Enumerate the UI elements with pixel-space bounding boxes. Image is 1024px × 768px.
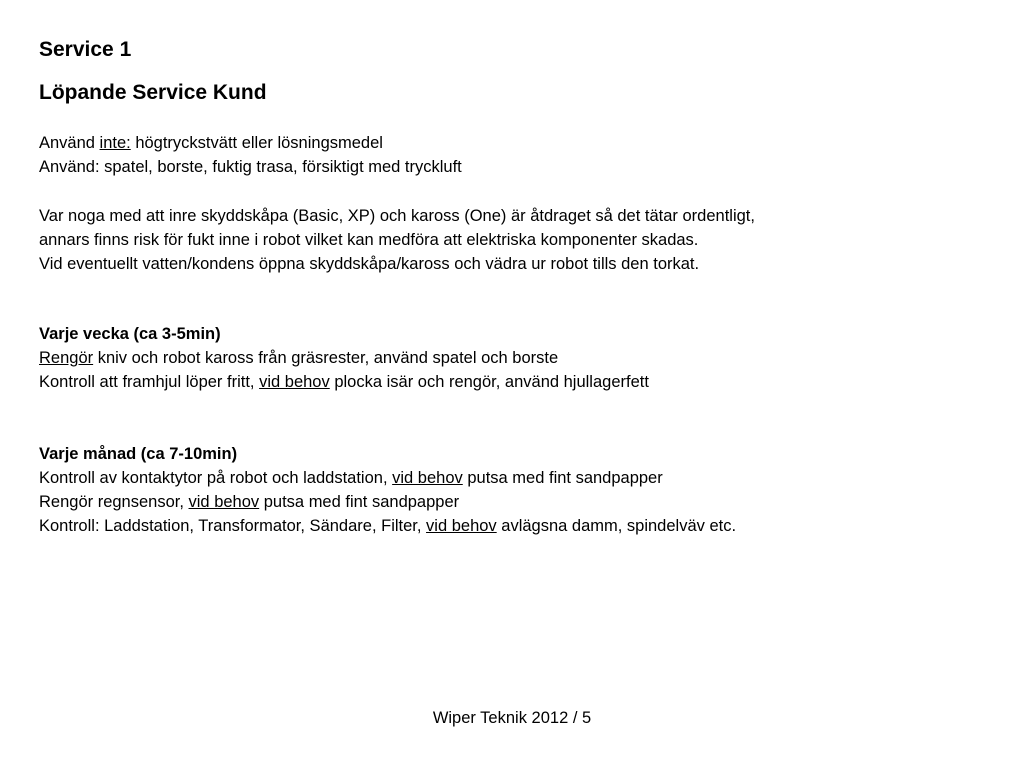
monthly-line-3 bbox=[39, 514, 736, 538]
monthly-heading: Varje månad (ca 7-10min) bbox=[39, 445, 238, 463]
warning-line-3: Vid eventuellt vatten/kondens öppna skyddskåpa/kaross och vädra ur robot tills den torkat. bbox=[39, 255, 700, 273]
monthly-section bbox=[39, 442, 736, 538]
weekly-line-1-emphasis: Rengör bbox=[39, 349, 94, 367]
weekly-line-2-suffix: plocka isär och rengör, använd hjullagerfett bbox=[329, 373, 649, 391]
weekly-line-2 bbox=[39, 370, 649, 394]
usage-line-1 bbox=[39, 131, 462, 155]
usage-line-2: Använd: spatel, borste, fuktig trasa, försiktigt med tryckluft bbox=[39, 158, 462, 176]
page-footer: Wiper Teknik 2012 / 5 bbox=[432, 709, 592, 727]
weekly-heading: Varje vecka (ca 3-5min) bbox=[39, 325, 221, 343]
usage-line-1-suffix: högtryckstvätt eller lösningsmedel bbox=[130, 134, 383, 152]
page-subtitle: Löpande Service Kund bbox=[39, 81, 267, 104]
monthly-line-1 bbox=[39, 466, 736, 490]
monthly-line-3-suffix: avlägsna damm, spindelväv etc. bbox=[496, 517, 737, 535]
warning-line-2: annars finns risk för fukt inne i robot vilket kan medföra att elektriska komponenter skadas. bbox=[39, 231, 699, 249]
page-title: Service 1 bbox=[39, 38, 132, 61]
monthly-line-1-prefix: Kontroll av kontaktytor på robot och laddstation, bbox=[39, 469, 393, 487]
usage-line-1-prefix: Använd bbox=[39, 134, 100, 152]
monthly-line-2-emphasis: vid behov bbox=[188, 493, 260, 511]
usage-section bbox=[39, 131, 462, 179]
weekly-line-2-emphasis: vid behov bbox=[259, 373, 330, 391]
monthly-line-2-prefix: Rengör regnsensor, bbox=[39, 493, 189, 511]
warning-section bbox=[39, 204, 755, 276]
weekly-section bbox=[39, 322, 649, 394]
monthly-line-1-emphasis: vid behov bbox=[392, 469, 463, 487]
weekly-line-1 bbox=[39, 346, 649, 370]
weekly-line-2-prefix: Kontroll att framhjul löper fritt, bbox=[39, 373, 260, 391]
weekly-line-1-suffix: kniv och robot kaross från gräsrester, använd spatel och borste bbox=[93, 349, 559, 367]
monthly-line-1-suffix: putsa med fint sandpapper bbox=[462, 469, 663, 487]
monthly-line-2-suffix: putsa med fint sandpapper bbox=[259, 493, 460, 511]
warning-line-1: Var noga med att inre skyddskåpa (Basic, XP) och kaross (One) är åtdraget så det tätar ordentligt, bbox=[39, 207, 755, 225]
monthly-line-2 bbox=[39, 490, 736, 514]
monthly-line-3-emphasis: vid behov bbox=[426, 517, 497, 535]
usage-line-1-emphasis: inte: bbox=[99, 134, 131, 152]
monthly-line-3-prefix: Kontroll: Laddstation, Transformator, Sändare, Filter, bbox=[39, 517, 427, 535]
